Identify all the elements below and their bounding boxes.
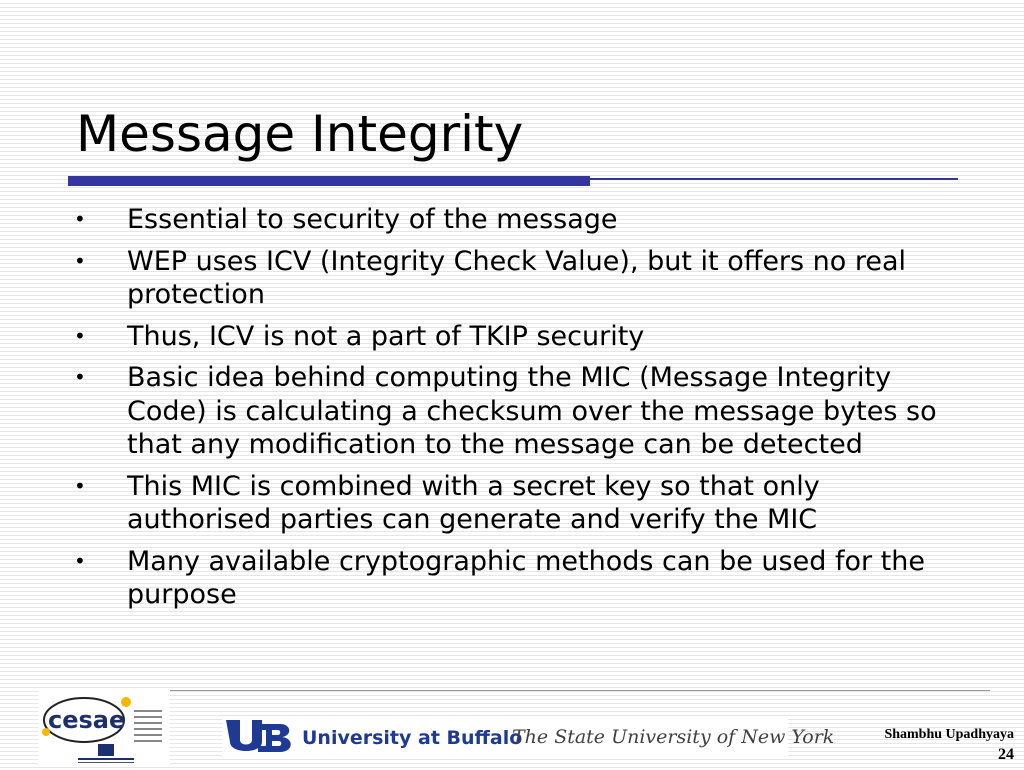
- bullet-text: Thus, ICV is not a part of TKIP security: [127, 320, 645, 352]
- bullet-text: WEP uses ICV (Integrity Check Value), but it offers no real protection: [127, 245, 907, 310]
- title-underline-thin: [590, 178, 958, 180]
- title-underline-thick: [68, 176, 590, 186]
- ub-tagline: The State University of New York: [512, 726, 835, 748]
- bullet-item: [72, 203, 952, 237]
- bullet-item: [72, 320, 952, 354]
- page-number: 24: [998, 746, 1014, 763]
- ub-logo: [222, 716, 835, 756]
- ub-logo-text: University at Buffalo: [302, 727, 523, 749]
- bullet-list: [72, 203, 952, 620]
- cesae-logo: [38, 688, 170, 766]
- bullet-item: [72, 245, 952, 312]
- slide-title: Message Integrity: [76, 105, 524, 163]
- author-name: Shambhu Upadhyaya: [884, 727, 1014, 742]
- ub-monogram-icon: [222, 716, 298, 756]
- bullet-dot: •: [74, 207, 86, 231]
- bullet-dot: •: [74, 248, 86, 273]
- bullet-item: [72, 361, 952, 462]
- bullet-item: [72, 470, 952, 537]
- cesae-logo-text: cesae: [48, 706, 126, 734]
- bullet-dot: •: [74, 365, 86, 389]
- bullet-text: This MIC is combined with a secret key so that only authorised parties can generate and verify the MIC: [127, 470, 820, 535]
- bullet-text: Many available cryptographic methods can be used for the purpose: [127, 545, 925, 610]
- bullet-text: Basic idea behind computing the MIC (Message Integrity Code) is calculating a checksum over the message bytes so that any modification to the message can be detected: [127, 362, 937, 460]
- cesae-logo-graphic: [38, 688, 170, 766]
- bullet-text: Essential to security of the message: [127, 204, 618, 235]
- footer-divider: [165, 690, 990, 691]
- bullet-dot: •: [74, 323, 86, 348]
- bullet-item: [72, 545, 952, 612]
- bullet-dot: •: [74, 548, 86, 573]
- bullet-dot: •: [74, 473, 86, 498]
